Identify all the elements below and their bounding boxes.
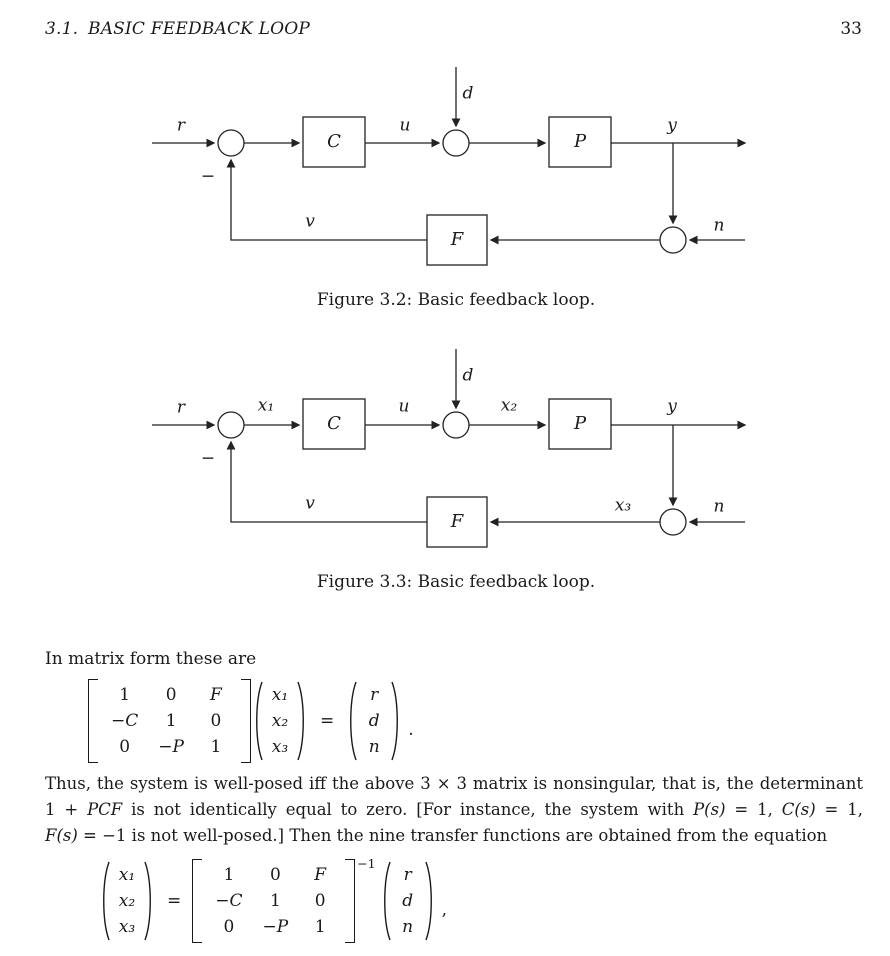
matrix-cell: 0 bbox=[165, 685, 177, 705]
matrix-cell: 0 bbox=[314, 891, 326, 911]
fig32-label-v: v bbox=[305, 211, 315, 232]
fig33-summing-junction-middle bbox=[443, 412, 469, 438]
matrix-cell: 0 bbox=[210, 711, 222, 731]
vector-entry: r bbox=[403, 865, 412, 885]
fig32-label-d: d bbox=[462, 83, 474, 104]
left-parenthesis bbox=[98, 859, 111, 943]
matrix-cell: 1 bbox=[269, 891, 281, 911]
right-square-bracket bbox=[241, 679, 251, 763]
fig32-summing-junction-middle bbox=[443, 130, 469, 156]
fig33-summing-junction-right bbox=[660, 509, 686, 535]
matrix-cell: 1 bbox=[223, 865, 235, 885]
eq2-rhs-vector bbox=[379, 859, 437, 943]
text-run: P(s) bbox=[693, 800, 726, 819]
eq2-coefficient-matrix bbox=[192, 859, 355, 943]
paragraph-line-1 bbox=[45, 771, 863, 797]
eq2-matrix-cells bbox=[202, 859, 345, 943]
fig33-label-v: v bbox=[305, 493, 315, 514]
section-number: 3.1. bbox=[45, 19, 79, 39]
page-number: 33 bbox=[840, 19, 862, 39]
fig32-feedback-v-path bbox=[231, 160, 427, 240]
matrix-cell: 1 bbox=[119, 685, 131, 705]
matrix-cell: 0 bbox=[223, 917, 235, 937]
paragraph-line-3 bbox=[45, 823, 863, 849]
fig33-label-r: r bbox=[176, 397, 186, 418]
eq1-matrix-cells bbox=[98, 679, 241, 763]
matrix-cell: 1 bbox=[165, 711, 177, 731]
matrix-cell: −C bbox=[215, 891, 243, 911]
right-parenthesis bbox=[390, 679, 403, 763]
vector-entry: x₃ bbox=[118, 917, 136, 937]
eq2-state-vector bbox=[98, 859, 156, 943]
fig33-label-n: n bbox=[713, 496, 725, 517]
fig32-label-n: n bbox=[713, 215, 725, 236]
text-run: F(s) bbox=[45, 826, 78, 845]
matrix-cell: 1 bbox=[210, 737, 222, 757]
equals-sign: = bbox=[167, 891, 182, 911]
fig32-caption: Figure 3.2: Basic feedback loop. bbox=[316, 290, 596, 310]
left-square-bracket bbox=[192, 859, 202, 943]
matrix-cell: 0 bbox=[119, 737, 131, 757]
left-parenthesis bbox=[251, 679, 264, 763]
fig32-label-C: C bbox=[327, 131, 341, 152]
vector-entry: r bbox=[370, 685, 379, 705]
fig33-label-u: u bbox=[398, 396, 410, 417]
fig32-label-u: u bbox=[399, 115, 411, 136]
equation-comma: , bbox=[441, 900, 448, 920]
fig32-label-y: y bbox=[667, 115, 677, 136]
right-parenthesis bbox=[296, 679, 309, 763]
matrix-cell: −C bbox=[111, 711, 139, 731]
fig32-label-F: F bbox=[450, 229, 464, 250]
vector-entry: n bbox=[368, 737, 380, 757]
left-parenthesis bbox=[345, 679, 358, 763]
fig33-label-d: d bbox=[462, 365, 474, 386]
fig33-caption: Figure 3.3: Basic feedback loop. bbox=[316, 572, 596, 592]
matrix-cell: 1 bbox=[314, 917, 326, 937]
eq1-rhs-vector bbox=[345, 679, 403, 763]
fig32-summing-junction-left bbox=[218, 130, 244, 156]
fig33-label-x3: x₃ bbox=[614, 495, 632, 516]
right-square-bracket bbox=[345, 859, 355, 943]
right-parenthesis bbox=[424, 859, 437, 943]
fig33-label-y: y bbox=[667, 396, 677, 417]
right-parenthesis bbox=[143, 859, 156, 943]
inverse-exponent: −1 bbox=[357, 856, 376, 871]
paragraph-line-2 bbox=[45, 797, 863, 823]
vector-entry: x₁ bbox=[118, 865, 136, 885]
fig33-label-x2: x₂ bbox=[500, 395, 518, 416]
left-parenthesis bbox=[379, 859, 392, 943]
fig32-label-r: r bbox=[176, 115, 186, 136]
vector-entry: x₂ bbox=[118, 891, 136, 911]
text-run: Thus, the system is well-posed iff the above 3 × 3 matrix is nonsingular, that is, the determinant bbox=[45, 774, 863, 793]
matrix-cell: −P bbox=[262, 917, 289, 937]
equals-sign: = bbox=[319, 711, 335, 731]
intro-sentence: In matrix form these are bbox=[45, 649, 257, 669]
vector-entry: x₃ bbox=[271, 737, 289, 757]
section-heading: BASIC FEEDBACK LOOP bbox=[88, 19, 311, 39]
vector-entry: x₂ bbox=[271, 711, 289, 731]
vector-entry: d bbox=[368, 711, 380, 731]
fig32-summing-junction-right bbox=[660, 227, 686, 253]
equation-period: . bbox=[408, 720, 414, 740]
text-run: = −1 is not well-posed.] Then the nine transfer functions are obtained from the equation bbox=[77, 826, 828, 845]
fig33-feedback-v-path bbox=[231, 442, 427, 522]
matrix-equation-2 bbox=[98, 856, 448, 943]
fig33-summing-junction-left bbox=[218, 412, 244, 438]
body-paragraph bbox=[45, 771, 863, 849]
text-run: = 1, bbox=[815, 800, 863, 819]
matrix-cell: F bbox=[314, 865, 327, 885]
fig32-minus-sign: − bbox=[200, 166, 216, 187]
text-run: is not identically equal to zero. [For instance, the system with bbox=[122, 800, 694, 819]
matrix-cell: F bbox=[210, 685, 222, 705]
fig32-label-P: P bbox=[573, 131, 587, 152]
eq1-coefficient-matrix bbox=[88, 679, 251, 763]
matrix-cell: 0 bbox=[269, 865, 281, 885]
eq1-state-vector bbox=[251, 679, 309, 763]
text-run: 1 + bbox=[45, 800, 88, 819]
fig33-label-F: F bbox=[450, 511, 464, 532]
matrix-equation-1 bbox=[88, 679, 414, 763]
text-run: C(s) bbox=[781, 800, 816, 819]
vector-entry: n bbox=[402, 917, 414, 937]
fig33-minus-sign: − bbox=[200, 448, 216, 469]
fig33-label-x1: x₁ bbox=[257, 395, 275, 416]
matrix-cell: −P bbox=[158, 737, 184, 757]
fig33-label-P: P bbox=[573, 413, 587, 434]
text-run: PCF bbox=[87, 800, 123, 819]
left-square-bracket bbox=[88, 679, 98, 763]
fig33-label-C: C bbox=[327, 413, 341, 434]
vector-entry: x₁ bbox=[271, 685, 289, 705]
vector-entry: d bbox=[402, 891, 414, 911]
text-run: = 1, bbox=[725, 800, 782, 819]
